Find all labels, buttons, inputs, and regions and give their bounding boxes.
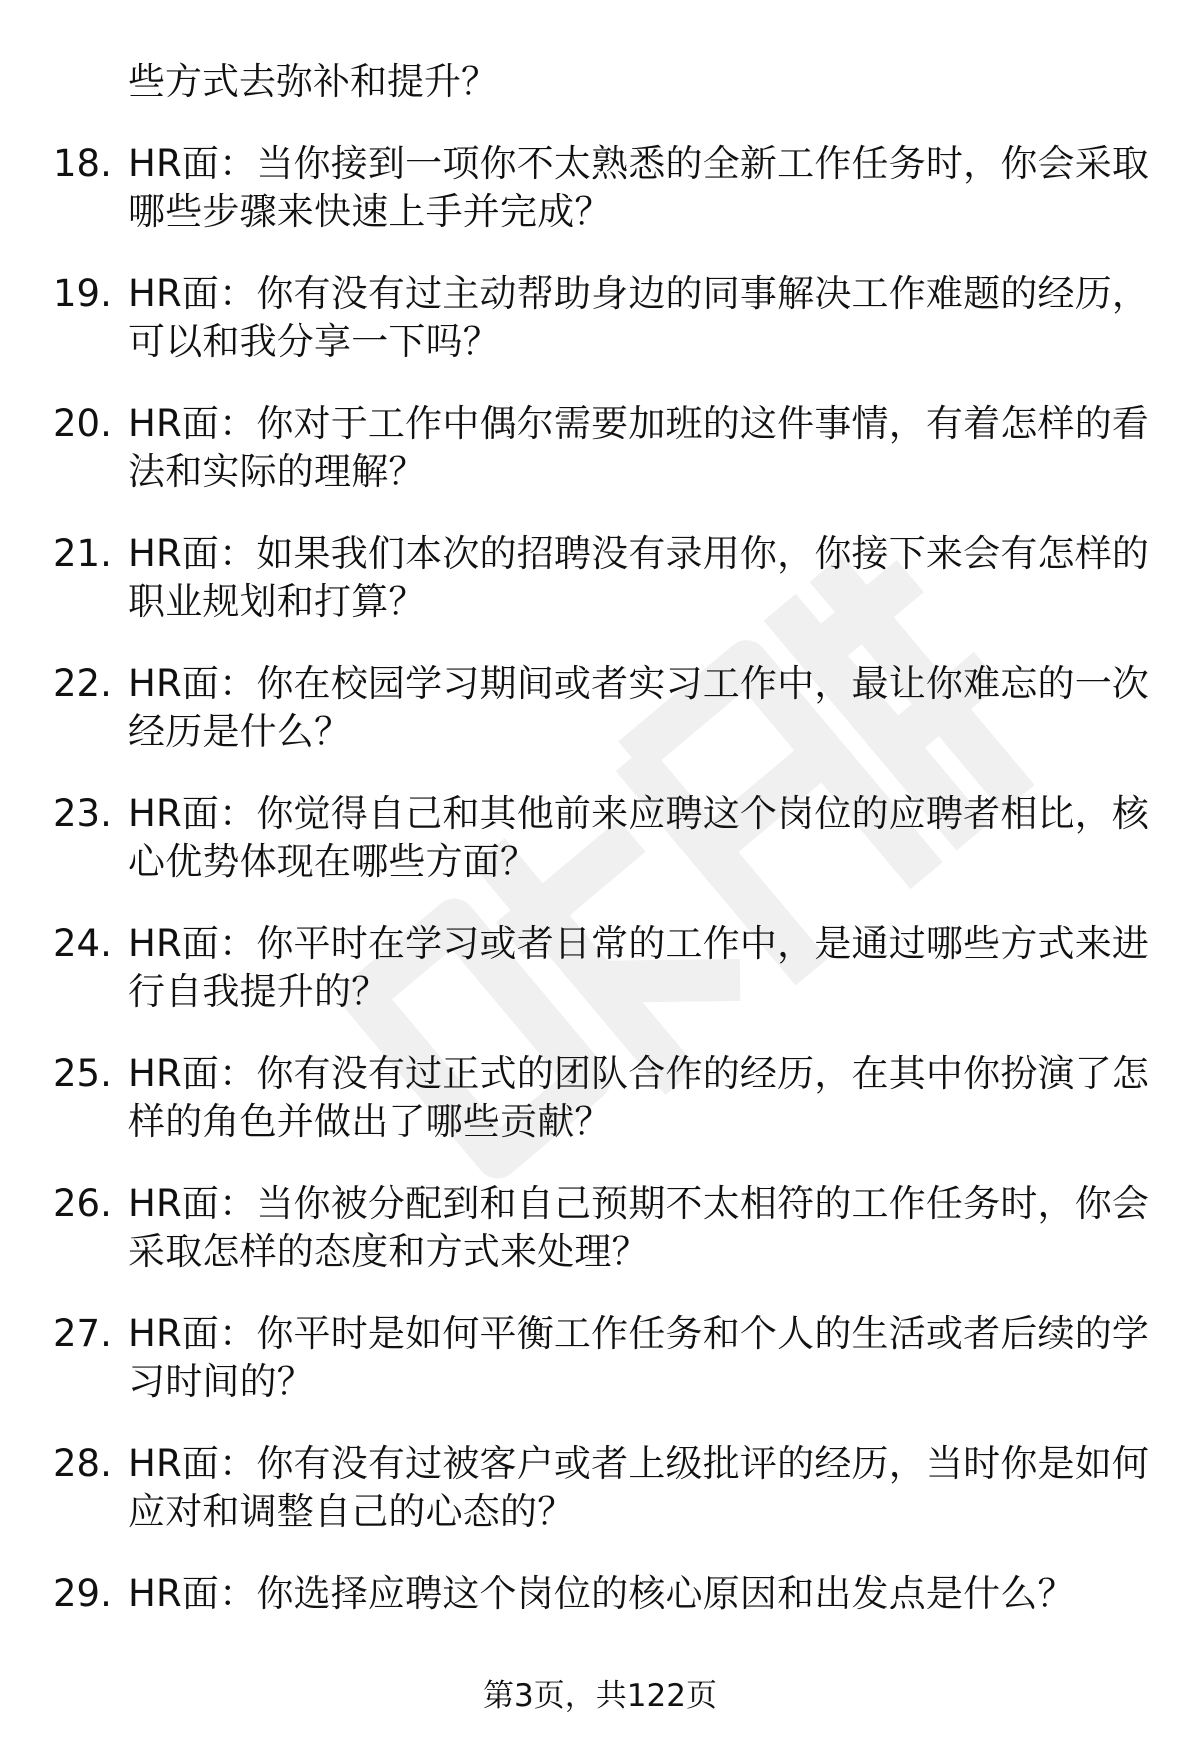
question-number: 25. <box>53 1052 112 1095</box>
question-item <box>0 920 1200 1050</box>
question-item <box>0 790 1200 920</box>
question-text: HR面：当你被分配到和自己预期不太相符的工作任务时，你会采取怎样的态度和方式来处理？ <box>128 1182 1150 1273</box>
question-text: HR面：你平时在学习或者日常的工作中，是通过哪些方式来进行自我提升的？ <box>128 922 1150 1013</box>
question-number: 28. <box>53 1442 112 1485</box>
question-text: HR面：你在校园学习期间或者实习工作中，最让你难忘的一次经历是什么？ <box>128 662 1150 753</box>
question-item <box>0 660 1200 790</box>
question-text: HR面：当你接到一项你不太熟悉的全新工作任务时，你会采取哪些步骤来快速上手并完成？ <box>128 142 1150 233</box>
question-number: 18. <box>53 142 112 185</box>
question-number: 20. <box>53 402 112 445</box>
question-number: 27. <box>53 1312 112 1355</box>
question-item <box>0 530 1200 660</box>
question-item <box>0 1310 1200 1440</box>
question-text: HR面：你觉得自己和其他前来应聘这个岗位的应聘者相比，核心优势体现在哪些方面？ <box>128 792 1150 883</box>
question-text: HR面：你选择应聘这个岗位的核心原因和出发点是什么？ <box>128 1572 1075 1615</box>
question-item <box>0 1050 1200 1180</box>
question-text: HR面：你有没有过正式的团队合作的经历，在其中你扮演了怎样的角色并做出了哪些贡献？ <box>128 1052 1150 1143</box>
question-item <box>0 1440 1200 1570</box>
question-number: 19. <box>53 272 112 315</box>
question-item <box>0 1180 1200 1310</box>
question-number: 24. <box>53 922 112 965</box>
question-text: HR面：你有没有过主动帮助身边的同事解决工作难题的经历，可以和我分享一下吗？ <box>128 272 1150 363</box>
question-list <box>0 140 1200 1700</box>
question-number: 29. <box>53 1572 112 1615</box>
question-number: 23. <box>53 792 112 835</box>
question-number: 22. <box>53 662 112 705</box>
question-continuation: 些方式去弥补和提升？ <box>128 60 498 103</box>
question-number: 26. <box>53 1182 112 1225</box>
question-item <box>0 270 1200 400</box>
question-text: HR面：你有没有过被客户或者上级批评的经历，当时你是如何应对和调整自己的心态的？ <box>128 1442 1150 1533</box>
question-text: HR面：如果我们本次的招聘没有录用你，你接下来会有怎样的职业规划和打算？ <box>128 532 1150 623</box>
page-footer: 第3页，共122页 <box>483 1678 717 1714</box>
question-item <box>0 140 1200 270</box>
question-item <box>0 400 1200 530</box>
question-text: HR面：你对于工作中偶尔需要加班的这件事情，有着怎样的看法和实际的理解？ <box>128 402 1150 493</box>
question-text: HR面：你平时是如何平衡工作任务和个人的生活或者后续的学习时间的？ <box>128 1312 1150 1403</box>
question-number: 21. <box>53 532 112 575</box>
